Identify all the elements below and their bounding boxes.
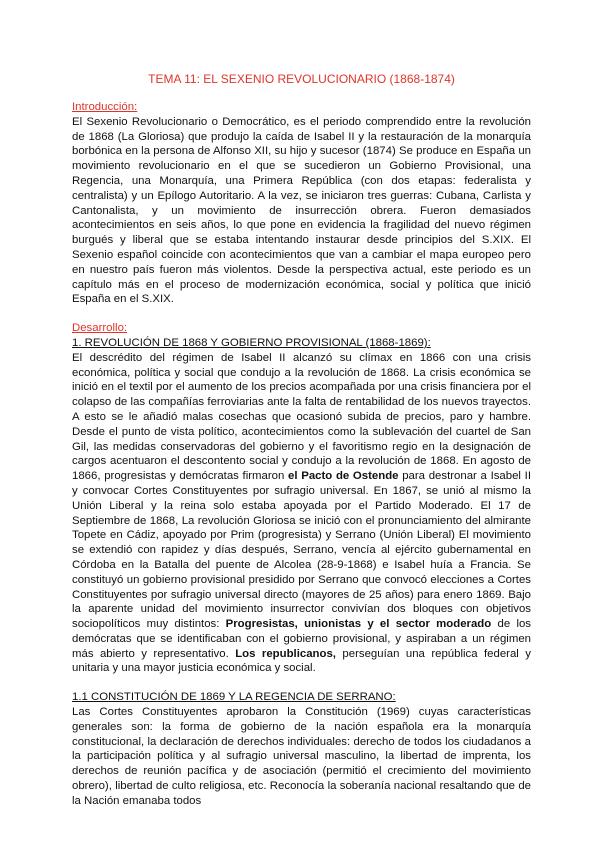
- document-content: [72, 72, 531, 809]
- page-title: TEMA 11: EL SEXENIO REVOLUCIONARIO (1868-1874): [148, 72, 455, 86]
- spacer: [72, 676, 531, 690]
- section1-1-paragraph: Las Cortes Constituyentes aprobaron la Constitución (1969) cuyas características generales son: la forma de gobierno de la nación española era la monarquía constitucional, la declaración de derechos individuales: derecho de todos los ciudadanos a la participación política y al sufragio universal masculino, la libertad de imprenta, los derechos de reunión pacífica y de asociación (permitió el crecimiento del movimiento obrero), libertad de culto religiosa, etc. Reconocía la soberanía nacional resaltando que de la Nación emanaba todos: [72, 706, 531, 807]
- section1-text-b: para destronar a Isabel II y convocar Cortes Constituyentes por sufragio universal. En 1867, se unió al mismo la Unión Liberal y la reina solo estaba apoyada por el Partido Moderado. El 17 de Septiembre de 1868, La revolución Gloriosa se inició con el pronunciamiento del almirante Topete en Cádiz, apoyado por Prim (progresista) y Serrano (Unión Liberal) El movimiento se extendió con rapidez y días después, Serrano, vencía al ejército gubernamental en Córdoba en la Batalla del puente de Alcolea (28-9-1868) e Isabel huía a Francia. Se constituyó un gobierno provisional presidido por Serrano que convocó elecciones a Cortes Constituyentes por sufragio universal directo (mayores de 25 años) para enero 1869. Bajo la aparente unidad del movimiento insurrector convivían dos bloques con objetivos sociopolíticos muy distintos:: [72, 470, 531, 631]
- desarrollo-heading: Desarrollo:: [72, 322, 128, 335]
- spacer: [72, 307, 531, 321]
- section1-text-c: de los demócratas que se identificaban con el gobierno provisional, y aspiraban a un régimen más abierto y representativo.: [72, 618, 532, 660]
- progresistas-bold: Progresistas, unionistas y el sector moderado: [225, 618, 492, 631]
- pacto-ostende-bold: el Pacto de Ostende: [288, 470, 399, 483]
- intro-heading: Introducción:: [72, 101, 138, 113]
- section1-paragraph: [72, 351, 531, 677]
- section1-heading: 1. REVOLUCIÓN DE 1868 Y GOBIERNO PROVISIONAL (1868-1869):: [72, 336, 431, 349]
- section1-text-a: El descrédito del régimen de Isabel II alcanzó su clímax en 1866 con una crisis económica, política y social que condujo a la revolución de 1868. La crisis económica se inició en el textil por el aumento de los precios acompañada por una crisis financiera por el colapso de las compañías ferroviarias ante la falta de rentabilidad de los nuevos trayectos. A esto se le añadió malas cosechas que ocasionó subida de precios, paro y hambre. Desde el punto de vista político, acontecimientos como la sublevación del cuartel de San Gil, las medidas conservadoras del gobierno y el favoritismo regio en la designación de cargos acentuaron el descontento social y condujo a la revolución de 1868. En agosto de 1866, progresistas y demócratas firmaron: [72, 351, 531, 483]
- section1-1-heading: 1.1 CONSTITUCIÓN DE 1869 Y LA REGENCIA DE SERRANO:: [72, 691, 396, 704]
- republicanos-bold: Los republicanos,: [235, 647, 336, 660]
- intro-paragraph: El Sexenio Revolucionario o Democrático, es el periodo comprendido entre la revolución de 1868 (La Gloriosa) que produjo la caída de Isabel II y la restauración de la monarquía borbónica en la persona de Alfonso XII, su hijo y sucesor (1874) Se produce en España un movimiento revolucionario en el que se sucedieron un Gobierno Provisional, una Regencia, una Monarquía, una Primera República (con dos etapas: federalista y centralista) y un Epílogo Autoritario. A la vez, se iniciaron tres guerras: Cubana, Carlista y Cantonalista, y un movimiento de insurrección obrera. Fueron demasiados acontecimientos en seis años, lo que pone en evidencia la fragilidad del nuevo régimen burgués y liberal que se estaba intentando instaurar desde principios del S.XIX. El Sexenio español coincide con acontecimientos que van a cambiar el mapa europeo pero en nuestro país fueron más violentos. Desde la perspectiva actual, este periodo es un capítulo más en el proceso de modernización económica, social y política que inició España en el S.XIX.: [72, 115, 531, 306]
- section1-text-d: perseguían una república federal y unitaria y una mayor justicia económica y social.: [72, 647, 531, 675]
